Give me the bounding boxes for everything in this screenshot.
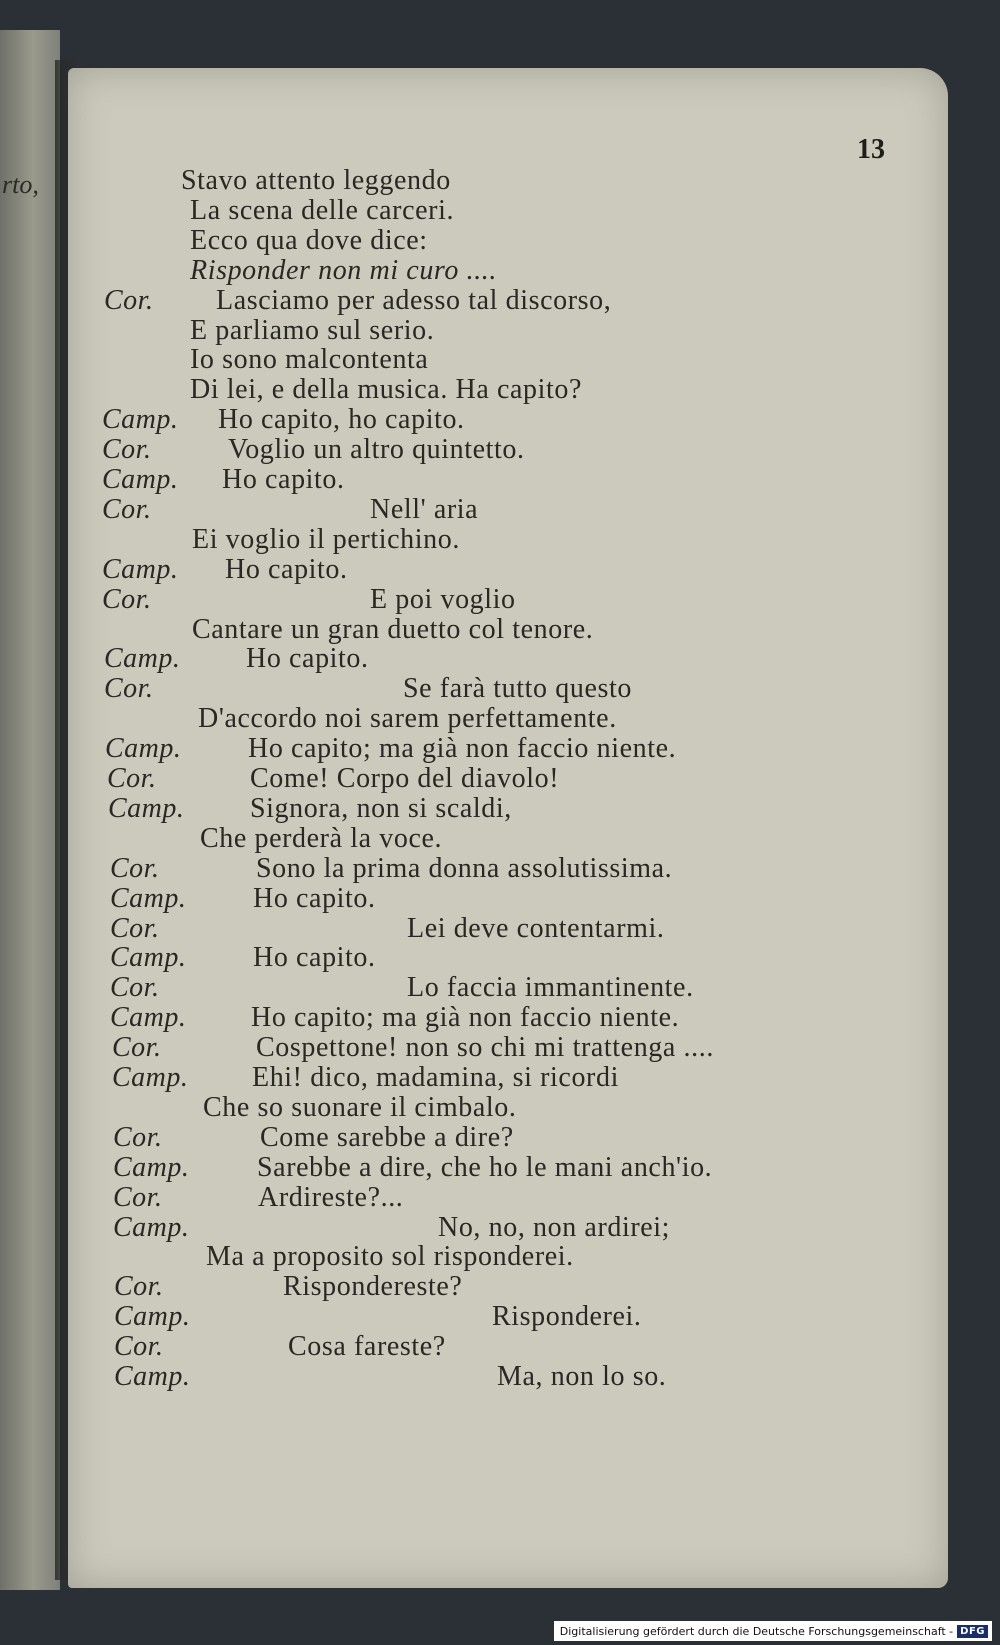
line-text: Risponderei. bbox=[492, 1301, 642, 1332]
line-text: La scena delle carceri. bbox=[190, 195, 455, 226]
dialogue-line bbox=[0, 824, 900, 854]
line-text: Signora, non si scaldi, bbox=[250, 793, 512, 824]
line-text: E parliamo sul serio. bbox=[190, 315, 435, 346]
dialogue-line bbox=[0, 794, 900, 824]
speaker-label: Camp. bbox=[102, 464, 179, 495]
dialogue-line bbox=[0, 615, 900, 645]
line-text: Che so suonare il cimbalo. bbox=[203, 1092, 517, 1123]
dfg-logo: DFG bbox=[957, 1625, 988, 1638]
dialogue-line bbox=[0, 375, 900, 405]
dialogue-line bbox=[0, 1123, 900, 1153]
dialogue-line bbox=[0, 435, 900, 465]
dialogue-line bbox=[0, 196, 900, 226]
speaker-label: Cor. bbox=[102, 434, 152, 465]
line-text: E poi voglio bbox=[370, 584, 516, 615]
line-text: Di lei, e della musica. Ha capito? bbox=[190, 374, 583, 405]
line-text: Lasciamo per adesso tal discorso, bbox=[216, 285, 612, 316]
speaker-label: Cor. bbox=[113, 1182, 163, 1213]
dialogue-line bbox=[0, 525, 900, 555]
speaker-label: Camp. bbox=[110, 942, 187, 973]
line-text: Lei deve contentarmi. bbox=[407, 913, 665, 944]
dialogue-line bbox=[0, 1063, 900, 1093]
line-text: Come! Corpo del diavolo! bbox=[250, 763, 560, 794]
speaker-label: Cor. bbox=[110, 913, 160, 944]
dialogue-line bbox=[0, 166, 900, 196]
dialogue-line bbox=[0, 764, 900, 794]
dialogue-line bbox=[0, 854, 900, 884]
speaker-label: Camp. bbox=[105, 733, 182, 764]
speaker-label: Cor. bbox=[110, 972, 160, 1003]
speaker-label: Cor. bbox=[107, 763, 157, 794]
line-text: Ho capito, ho capito. bbox=[218, 404, 465, 435]
line-text: Ho capito. bbox=[253, 883, 376, 914]
line-text: Ecco qua dove dice: bbox=[190, 225, 428, 256]
line-text: Ho capito. bbox=[253, 942, 376, 973]
line-text: Ho capito. bbox=[225, 554, 348, 585]
digitization-footer bbox=[554, 1621, 992, 1641]
facing-page-text: rto, bbox=[2, 170, 39, 199]
dialogue-line bbox=[0, 286, 900, 316]
line-text: Ma, non lo so. bbox=[497, 1361, 667, 1392]
dialogue-line bbox=[0, 226, 900, 256]
line-text: Ardireste?... bbox=[258, 1182, 404, 1213]
line-text: Ho capito. bbox=[246, 643, 369, 674]
speaker-label: Camp. bbox=[114, 1361, 191, 1392]
line-text: Sarebbe a dire, che ho le mani anch'io. bbox=[257, 1152, 713, 1183]
speaker-label: Cor. bbox=[114, 1331, 164, 1362]
speaker-label: Camp. bbox=[104, 643, 181, 674]
speaker-label: Cor. bbox=[114, 1271, 164, 1302]
dialogue-line bbox=[0, 884, 900, 914]
line-text: Se farà tutto questo bbox=[403, 673, 632, 704]
dialogue-line bbox=[0, 1093, 900, 1123]
dialogue-line bbox=[0, 1213, 900, 1243]
dialogue-line bbox=[0, 1362, 900, 1392]
line-text: No, no, non ardirei; bbox=[438, 1212, 671, 1243]
line-text: Ma a proposito sol risponderei. bbox=[206, 1241, 574, 1272]
speaker-label: Cor. bbox=[113, 1122, 163, 1153]
speaker-label: Camp. bbox=[113, 1212, 190, 1243]
speaker-label: Cor. bbox=[102, 584, 152, 615]
line-text: Risponder non mi curo .... bbox=[190, 255, 497, 286]
speaker-label: Camp. bbox=[114, 1301, 191, 1332]
line-text: D'accordo noi sarem perfettamente. bbox=[198, 703, 617, 734]
dialogue-line bbox=[0, 495, 900, 525]
dialogue-line bbox=[0, 1183, 900, 1213]
dialogue-line bbox=[0, 1302, 900, 1332]
line-text: Lo faccia immantinente. bbox=[407, 972, 694, 1003]
line-text: Cospettone! non so chi mi trattenga .... bbox=[256, 1032, 714, 1063]
line-text: Ei voglio il pertichino. bbox=[192, 524, 460, 555]
dialogue-line bbox=[0, 1242, 900, 1272]
line-text: Ho capito; ma già non faccio niente. bbox=[251, 1002, 680, 1033]
speaker-label: Camp. bbox=[102, 554, 179, 585]
dialogue-line bbox=[0, 914, 900, 944]
line-text: Voglio un altro quintetto. bbox=[228, 434, 525, 465]
dialogue-line bbox=[0, 1153, 900, 1183]
dialogue-line bbox=[0, 555, 900, 585]
speaker-label: Camp. bbox=[108, 793, 185, 824]
line-text: Cantare un gran duetto col tenore. bbox=[192, 614, 594, 645]
speaker-label: Camp. bbox=[110, 1002, 187, 1033]
speaker-label: Camp. bbox=[113, 1152, 190, 1183]
line-text: Stavo attento leggendo bbox=[181, 165, 451, 196]
line-text: Che perderà la voce. bbox=[200, 823, 443, 854]
speaker-label: Cor. bbox=[112, 1032, 162, 1063]
dialogue-line bbox=[0, 734, 900, 764]
speaker-label: Cor. bbox=[102, 494, 152, 525]
dialogue-line bbox=[0, 674, 900, 704]
line-text: Ho capito; ma già non faccio niente. bbox=[248, 733, 677, 764]
line-text: Sono la prima donna assolutissima. bbox=[256, 853, 673, 884]
line-text: Rispondereste? bbox=[283, 1271, 463, 1302]
line-text: Io sono malcontenta bbox=[190, 344, 429, 375]
line-text: Come sarebbe a dire? bbox=[260, 1122, 514, 1153]
dialogue-line bbox=[0, 1272, 900, 1302]
dialogue-line bbox=[0, 1033, 900, 1063]
line-text: Nell' aria bbox=[370, 494, 479, 525]
speaker-label: Camp. bbox=[102, 404, 179, 435]
speaker-label: Camp. bbox=[110, 883, 187, 914]
dialogue-line bbox=[0, 1332, 900, 1362]
speaker-label: Cor. bbox=[104, 673, 154, 704]
dialogue-line bbox=[0, 973, 900, 1003]
speaker-label: Camp. bbox=[112, 1062, 189, 1093]
page-number: 13 bbox=[857, 134, 885, 165]
dialogue-line bbox=[0, 704, 900, 734]
dialogue-line bbox=[0, 585, 900, 615]
dialogue-line bbox=[0, 1003, 900, 1033]
speaker-label: Cor. bbox=[110, 853, 160, 884]
dialogue-line bbox=[0, 256, 900, 286]
speaker-label: Cor. bbox=[104, 285, 154, 316]
dialogue-line bbox=[0, 943, 900, 973]
dialogue-line bbox=[0, 465, 900, 495]
footer-credit: Digitalisierung gefördert durch die Deutsche Forschungsgemeinschaft - bbox=[559, 1624, 954, 1638]
line-text: Cosa fareste? bbox=[288, 1331, 446, 1362]
line-text: Ho capito. bbox=[222, 464, 345, 495]
dialogue-line bbox=[0, 345, 900, 375]
dialogue-line bbox=[0, 405, 900, 435]
dialogue-line bbox=[0, 316, 900, 346]
line-text: Ehi! dico, madamina, si ricordi bbox=[252, 1062, 619, 1093]
dialogue-line bbox=[0, 644, 900, 674]
